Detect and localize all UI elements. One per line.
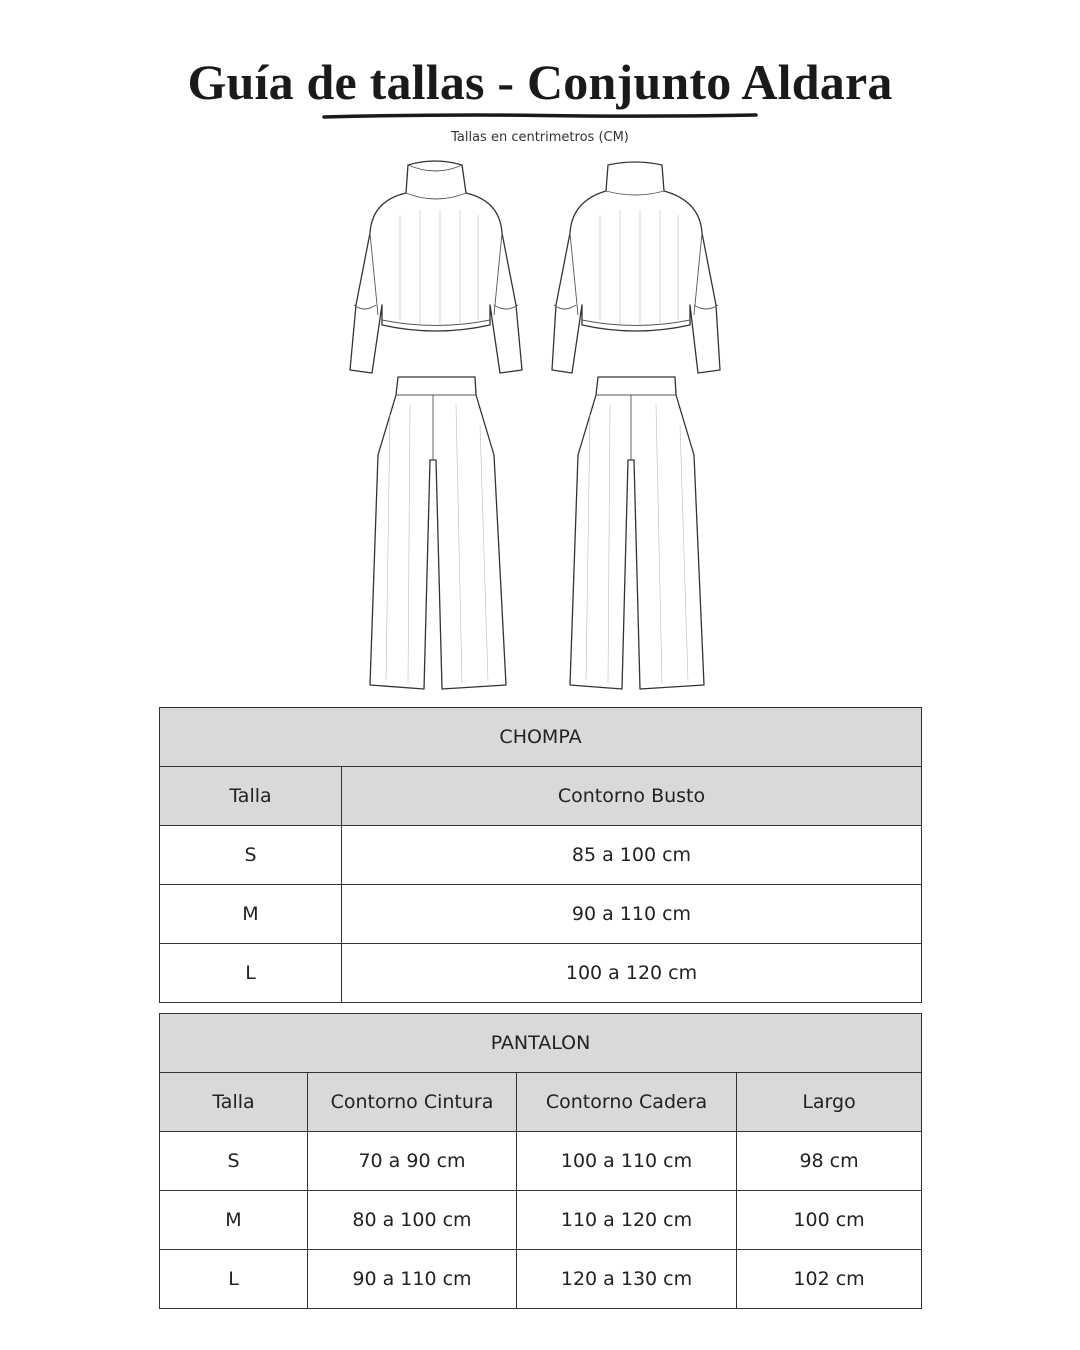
busto-cell: 90 a 110 cm xyxy=(342,885,922,944)
header-contorno-busto: Contorno Busto xyxy=(342,767,922,826)
garment-illustration xyxy=(330,155,750,700)
size-cell: S xyxy=(160,826,342,885)
table-title-row xyxy=(160,708,922,767)
cadera-cell: 110 a 120 cm xyxy=(517,1191,737,1250)
table-row xyxy=(160,944,922,1003)
size-cell: M xyxy=(160,885,342,944)
pants-front-sketch xyxy=(370,377,506,689)
size-cell: L xyxy=(160,1250,308,1309)
busto-cell: 85 a 100 cm xyxy=(342,826,922,885)
busto-cell: 100 a 120 cm xyxy=(342,944,922,1003)
size-cell: M xyxy=(160,1191,308,1250)
table-row xyxy=(160,826,922,885)
pants-back-sketch xyxy=(570,377,704,689)
size-cell: L xyxy=(160,944,342,1003)
header-largo: Largo xyxy=(737,1073,922,1132)
cadera-cell: 100 a 110 cm xyxy=(517,1132,737,1191)
header-contorno-cintura: Contorno Cintura xyxy=(308,1073,517,1132)
page-title: Guía de tallas - Conjunto Aldara xyxy=(187,54,893,110)
pantalon-size-table xyxy=(159,1013,922,1309)
page-subtitle: Tallas en centrimetros (CM) xyxy=(451,130,629,145)
sweater-back-sketch xyxy=(552,162,720,373)
cadera-cell: 120 a 130 cm xyxy=(517,1250,737,1309)
header-talla: Talla xyxy=(160,767,342,826)
table-row xyxy=(160,1191,922,1250)
title-underline xyxy=(322,112,758,120)
chompa-title: CHOMPA xyxy=(160,708,922,767)
table-header-row xyxy=(160,1073,922,1132)
cintura-cell: 70 a 90 cm xyxy=(308,1132,517,1191)
cintura-cell: 90 a 110 cm xyxy=(308,1250,517,1309)
table-header-row xyxy=(160,767,922,826)
chompa-size-table xyxy=(159,707,922,1003)
size-cell: S xyxy=(160,1132,308,1191)
largo-cell: 102 cm xyxy=(737,1250,922,1309)
header-contorno-cadera: Contorno Cadera xyxy=(517,1073,737,1132)
table-title-row xyxy=(160,1014,922,1073)
largo-cell: 98 cm xyxy=(737,1132,922,1191)
cintura-cell: 80 a 100 cm xyxy=(308,1191,517,1250)
pantalon-title: PANTALON xyxy=(160,1014,922,1073)
table-row xyxy=(160,885,922,944)
largo-cell: 100 cm xyxy=(737,1191,922,1250)
table-row xyxy=(160,1132,922,1191)
table-row xyxy=(160,1250,922,1309)
sweater-front-sketch xyxy=(350,161,522,373)
header-talla: Talla xyxy=(160,1073,308,1132)
